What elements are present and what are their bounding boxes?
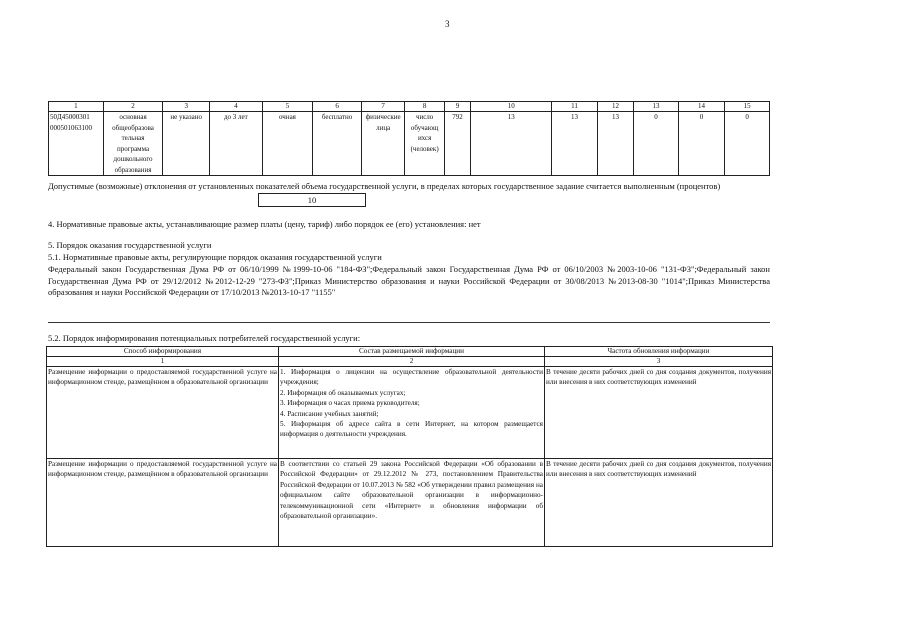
header-frequency: Частота обновления информации — [545, 347, 773, 357]
column-number: 10 — [471, 102, 552, 112]
row1-frequency: В течение десяти рабочих дней со дня создания документов, получения или внесения в них соответствующих изменений — [545, 367, 773, 459]
column-number: 12 — [597, 102, 633, 112]
column-number: 9 — [444, 102, 470, 112]
column-number: 14 — [678, 102, 725, 112]
column-number: 5 — [262, 102, 313, 112]
row2-content: В соответствии со статьей 29 закона Российской Федерации «Об образовании в Российской Федерации» от 29.12.2012 № 273, постановлением Правительства Российской Федерации от 10.07.2013 № 582 «Об утверждении правил размещения на официальном сайте образовательной организации в информационно-телекоммуникационной сети «Интернет» и обновления информации об образовательной организации». — [279, 459, 545, 547]
column-number: 13 — [634, 102, 679, 112]
table-cell: до 3 лет — [209, 112, 262, 176]
column-number: 1 — [49, 102, 104, 112]
legal-acts: Федеральный закон Государственная Дума РФ от 06/10/1999 №1999-10-06 "184-ФЗ";Федеральный закон Государственная Дума РФ от 06/10/2003 №2003-10-06 "131-ФЗ";Федеральный закон Государственная Дума РФ от 29/12/2012 №2012-12-29 "273-ФЗ";Приказ Министерство образования и науки Российской Федерации от 30/08/2013 №2013-08-30 "1014";Приказ Министерства образования и науки Российской Федерации от 17/10/2013 №2013-10-17 "1155" — [48, 264, 770, 297]
row1-content-item: 4. Расписание учебных занятий; — [280, 409, 379, 418]
table-cell: 0 — [678, 112, 725, 176]
column-number: 7 — [361, 102, 405, 112]
table-cell: 13 — [552, 112, 598, 176]
table-cell: не указано — [163, 112, 210, 176]
row1-content-item: 3. Информация о часах приема руководителя; — [280, 399, 420, 408]
row1-content-item: 5. Информация об адресе сайта в сети Интернет, на котором размещается информация о деятельности учреждения. — [280, 420, 543, 439]
table-cell: бесплатно — [313, 112, 362, 176]
table-cell: 13 — [597, 112, 633, 176]
column-number: 3 — [163, 102, 210, 112]
section-5-title: 5. Порядок оказания государственной услуги — [48, 240, 212, 250]
column-number: 11 — [552, 102, 598, 112]
table-cell: число обучающ ихся (человек) — [405, 112, 444, 176]
section-4: 4. Нормативные правовые акты, устанавливающие размер платы (цену, тариф) либо порядок ее (его) установления: нет — [48, 219, 481, 229]
table-cell: очная — [262, 112, 313, 176]
col-num-1: 1 — [47, 357, 279, 367]
page-number: 3 — [445, 19, 450, 29]
header-method: Способ информирования — [47, 347, 279, 357]
table-cell: 0 — [634, 112, 679, 176]
volume-table — [48, 101, 770, 176]
divider — [48, 322, 770, 323]
col-num-2: 2 — [279, 357, 545, 367]
row2-frequency: В течение десяти рабочих дней со дня создания документов, получения или внесения в них соответствующих изменений — [545, 459, 773, 547]
table-cell: физические лица — [361, 112, 405, 176]
col-num-3: 3 — [545, 357, 773, 367]
table-cell: 13 — [471, 112, 552, 176]
column-number: 6 — [313, 102, 362, 112]
column-number: 15 — [725, 102, 770, 112]
table-cell: 0 — [725, 112, 770, 176]
table-cell: 792 — [444, 112, 470, 176]
informing-table — [46, 346, 773, 547]
row1-content-item: 2. Информация об оказываемых услугах; — [280, 388, 406, 397]
column-number: 4 — [209, 102, 262, 112]
section-5-1: 5.1. Нормативные правовые акты, регулирующие порядок оказания государственной услуги — [48, 252, 382, 262]
table-cell: 50Д45000301 000501063100 — [49, 112, 104, 176]
table-cell: основная общеобразова тельная программа дошкольного образования — [103, 112, 163, 176]
column-number: 2 — [103, 102, 163, 112]
tolerance-text: Допустимые (возможные) отклонения от установленных показателей объема государственной услуги, в пределах которых государственное задание считается выполненным (процентов) — [48, 181, 721, 191]
row1-content — [279, 367, 545, 459]
row1-content-item: 1. Информация о лицензии на осуществление образовательной деятельности учреждения; — [280, 368, 543, 387]
header-content: Состав размещаемой информации — [279, 347, 545, 357]
row1-method: Размещение информации о предоставляемой государственной услуге на информационном стенде, размещённом в образовательной организации — [47, 367, 279, 459]
column-number: 8 — [405, 102, 444, 112]
tolerance-value: 10 — [258, 193, 366, 207]
row2-method: Размещение информации о предоставляемой государственной услуге на информационном стенде, размещённом в образовательной организации — [47, 459, 279, 547]
section-5-2: 5.2. Порядок информирования потенциальных потребителей государственной услуги: — [48, 333, 361, 343]
